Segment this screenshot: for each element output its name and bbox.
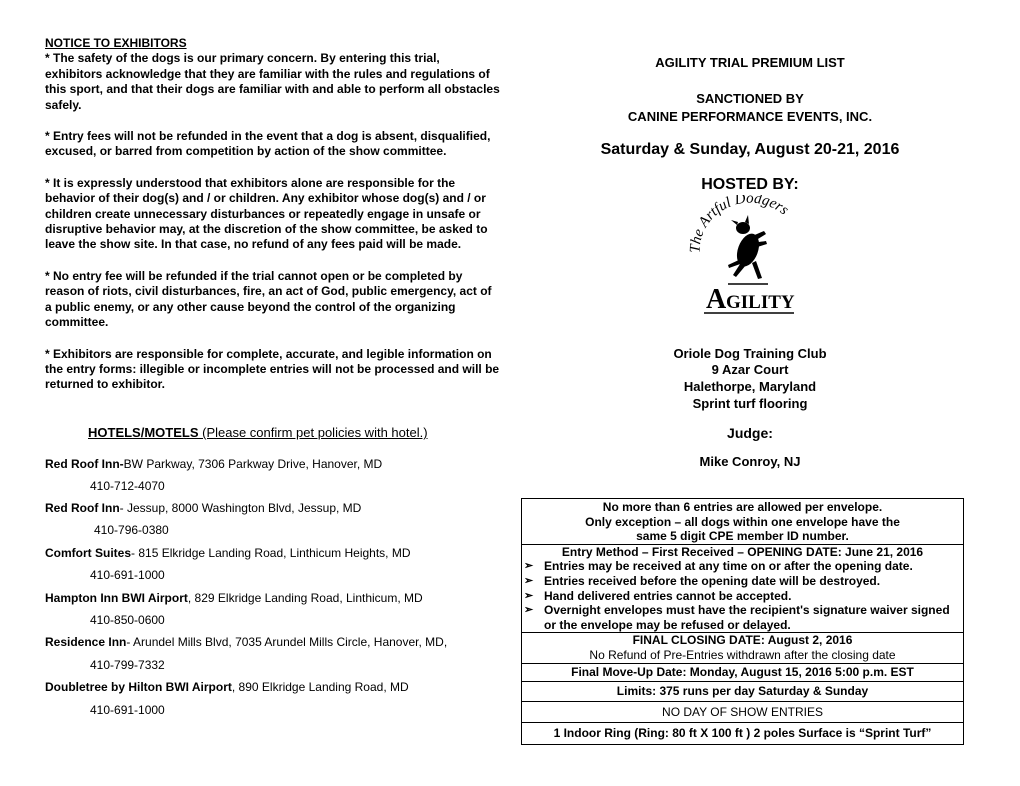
hotel-entry: [45, 457, 382, 471]
hotel-address: BW Parkway, 7306 Parkway Drive, Hanover, MD: [123, 457, 383, 471]
club-name: Oriole Dog Training Club: [673, 346, 827, 361]
hotel-address: - 815 Elkridge Landing Road, Linthicum Heights, MD: [131, 546, 411, 560]
judge-name: Mike Conroy, NJ: [699, 454, 801, 469]
ring-info: 1 Indoor Ring (Ring: 80 ft X 100 ft ) 2 poles Surface is “Sprint Turf”: [553, 725, 932, 740]
move-up-date: Final Move-Up Date: Monday, August 15, 2016 5:00 p.m. EST: [522, 664, 963, 682]
arrow-bullet-icon: ➢: [524, 560, 534, 573]
venue-city: Halethorpe, Maryland: [683, 379, 817, 394]
entry-info-box: [521, 498, 964, 745]
arrow-bullet-icon: ➢: [524, 604, 534, 617]
notice-paragraph: * Exhibitors are responsible for complete, accurate, and legible information on the entry forms: illegible or incomplete entries will not be processed and will be returned to exhibitor.: [45, 346, 500, 392]
notice-section: [45, 36, 500, 409]
hotel-phone: 410-799-7332: [90, 658, 165, 672]
hotel-name: Residence Inn: [45, 635, 127, 649]
hotel-entry: [45, 501, 361, 515]
entry-rules-list: [522, 559, 963, 632]
list-item: ➢ Hand delivered entries cannot be accepted.: [524, 588, 792, 603]
trial-dates: Saturday & Sunday, August 20-21, 2016: [600, 141, 900, 158]
venue-flooring: Sprint turf flooring: [692, 396, 808, 411]
hotels-heading: [88, 425, 428, 440]
no-day-of-show: NO DAY OF SHOW ENTRIES: [522, 702, 963, 723]
hotel-address: , 890 Elkridge Landing Road, MD: [231, 680, 409, 694]
logo-word-rest: GILITY: [726, 292, 795, 313]
entry-method-section: [522, 545, 963, 634]
hotel-name: Comfort Suites: [45, 546, 132, 560]
hotel-phone: 410-796-0380: [94, 523, 169, 537]
list-item: ➢ Entries may be received at any time on or after the opening date.: [524, 559, 913, 574]
hotel-phone: 410-691-1000: [90, 703, 165, 717]
notice-paragraph: * The safety of the dogs is our primary concern. By entering this trial, exhibitors acknowledge that they are familiar with the rules and regulations of this sport, and that their dogs are familiar with and able to perform all obstacles safely.: [45, 51, 500, 112]
hotels-title: HOTELS/MOTELS: [88, 425, 199, 440]
no-refund-note: No Refund of Pre-Entries withdrawn after the closing date: [589, 647, 896, 662]
hotel-name: Doubletree by Hilton BWI Airport: [45, 680, 232, 694]
hotel-entry: [45, 546, 411, 560]
logo-arc-text: The Artful Dodgers: [688, 195, 792, 254]
closing-date: FINAL CLOSING DATE: August 2, 2016: [632, 633, 853, 648]
hotel-address: , 829 Elkridge Landing Road, Linthicum, MD: [187, 591, 423, 605]
notice-paragraph: * It is expressly understood that exhibitors alone are responsible for the behavior of their dog(s) and / or children. Any exhibitor whose dog(s) and / or children create unnecessary disturbances or repeatedly engage in unsafe or disruptive behavior may, at the discretion of the show committee, be asked to leave the show site. In that case, no refund of any fees paid will be made.: [45, 175, 488, 252]
notice-paragraph: * Entry fees will not be refunded in the event that a dog is absent, disqualified, excused, or barred from competition by action of the show committee.: [45, 129, 491, 159]
list-item: ➢ Overnight envelopes must have the recipient's signature waiver signed or the envelope may be refused or delayed.: [524, 603, 950, 632]
notice-title: NOTICE TO EXHIBITORS: [45, 36, 187, 50]
hotel-name: Red Roof Inn-: [45, 457, 124, 471]
envelope-rule-line: same 5 digit CPE member ID number.: [636, 529, 849, 544]
hotel-name: Hampton Inn BWI Airport: [45, 591, 188, 605]
envelope-rules: [522, 499, 963, 545]
logo-word-initial: A: [706, 284, 727, 315]
hotel-phone: 410-850-0600: [90, 613, 165, 627]
hotel-address: - Jessup, 8000 Washington Blvd, Jessup, MD: [119, 501, 362, 515]
judge-label: Judge:: [727, 425, 773, 441]
arrow-bullet-icon: ➢: [524, 589, 534, 602]
hotels-note: (Please confirm pet policies with hotel.): [198, 425, 428, 440]
envelope-rule-line: Only exception – all dogs within one envelope have the: [585, 514, 900, 529]
hotel-phone: 410-691-1000: [90, 568, 165, 582]
hotel-address: - Arundel Mills Blvd, 7035 Arundel Mills Circle, Hanover, MD,: [126, 635, 448, 649]
jumping-dog-icon: [728, 215, 767, 279]
hotel-name: Red Roof Inn: [45, 501, 120, 515]
entry-method: Entry Method – First Received – OPENING DATE: June 21, 2016: [561, 544, 924, 559]
arrow-bullet-icon: ➢: [524, 574, 534, 587]
hotel-entry: [45, 680, 409, 694]
closing-section: [522, 633, 963, 663]
notice-paragraph: * No entry fee will be refunded if the trial cannot open or be completed by reason of riots, civil disturbances, fire, an act of God, public emergency, act of a public enemy, or any other cause beyond the control of the organizing committee.: [45, 268, 492, 330]
hotel-phone: 410-712-4070: [90, 479, 165, 493]
list-item: ➢ Entries received before the opening date will be destroyed.: [524, 573, 881, 588]
premium-list-title: AGILITY TRIAL PREMIUM LIST: [655, 55, 845, 70]
artful-dodgers-logo: [688, 195, 810, 320]
venue-street: 9 Azar Court: [711, 362, 789, 377]
hosted-by-label: HOSTED BY:: [701, 176, 799, 193]
limits: Limits: 375 runs per day Saturday & Sunday: [522, 682, 963, 702]
logo-graphic: [688, 195, 810, 320]
sanctioning-org: CANINE PERFORMANCE EVENTS, INC.: [627, 109, 873, 124]
hotel-entry: [45, 635, 447, 649]
sanctioned-label: SANCTIONED BY: [696, 91, 804, 106]
hotel-entry: [45, 591, 423, 605]
envelope-rule-line: No more than 6 entries are allowed per envelope.: [602, 500, 883, 514]
